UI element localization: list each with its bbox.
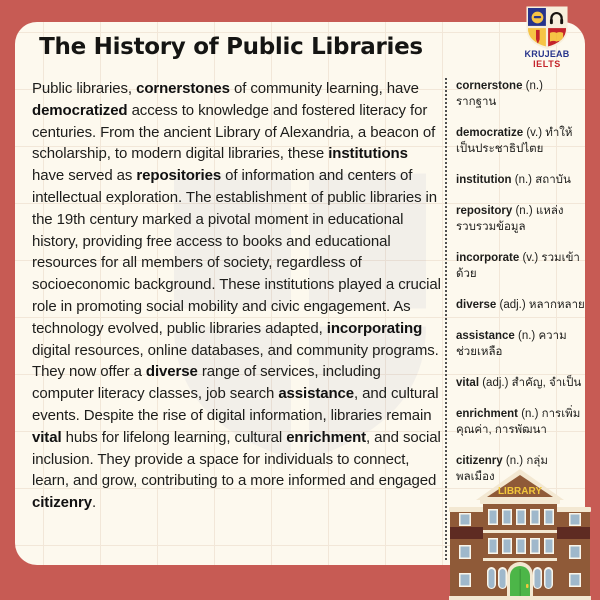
- vocab-word: assistance: [456, 330, 519, 342]
- vocab-translation: ทำให้เป็นประชาธิปไตย: [456, 127, 573, 155]
- vocab-word: citizenry: [456, 455, 506, 467]
- brand-subname: IELTS: [533, 59, 561, 69]
- library-building-illustration: [449, 469, 591, 600]
- article-keyword: cornerstones: [136, 80, 230, 97]
- article-span: hubs for lifelong learning, cultural: [61, 428, 287, 446]
- vocab-pos: (adj.): [482, 377, 512, 389]
- vocab-item: [456, 328, 586, 360]
- article-span: have served as: [32, 167, 137, 185]
- vocab-pos: (n.): [525, 80, 543, 92]
- library-sign-text: LIBRARY: [497, 486, 543, 497]
- vocab-pos: (v.): [526, 127, 546, 139]
- article-keyword: vital: [32, 428, 62, 446]
- article-span: range of services, including computer literacy classes, job search: [32, 363, 381, 403]
- article-keyword: diverse: [145, 363, 198, 381]
- vocabulary-list: [456, 78, 586, 500]
- article-span: Public libraries,: [32, 80, 137, 97]
- article-span: , and cultural events. Despite the rise of digital information, libraries remain: [32, 385, 439, 424]
- article-keyword: institutions: [328, 145, 408, 163]
- vocab-word: cornerstone: [456, 80, 526, 92]
- vocab-item: [456, 406, 586, 438]
- vocab-item: [456, 297, 586, 313]
- vocab-translation: รวมเข้าด้วย: [456, 252, 580, 280]
- vocab-translation: แหล่งรวบรวมข้อมูล: [456, 205, 564, 233]
- article-span: .: [91, 494, 97, 512]
- vocab-item: [456, 125, 586, 157]
- article-text: [32, 78, 442, 514]
- vocab-translation: สำคัญ, จำเป็น: [511, 377, 582, 389]
- vocab-word: incorporate: [456, 252, 523, 264]
- article-span: , and social inclusion. They provide a space for individuals to connect, learn, and grow, contributing to a more informed and engaged: [32, 428, 441, 490]
- vocab-pos: (n.): [515, 205, 536, 217]
- page-title: The History of Public Libraries: [39, 34, 423, 60]
- article-keyword: democratized: [32, 101, 128, 119]
- vocab-word: vital: [456, 377, 483, 389]
- vocab-translation: ความช่วยเหลือ: [456, 330, 567, 358]
- vocab-pos: (n.): [521, 408, 542, 420]
- vocab-pos: (n.): [514, 174, 536, 186]
- vocab-item: [456, 375, 586, 391]
- vocab-item: [456, 250, 586, 282]
- brand-name: KRUJEAB: [524, 49, 570, 59]
- brand-logo: [514, 5, 580, 69]
- vocab-pos: (n.): [518, 330, 539, 342]
- article-span: of community learning, have: [229, 80, 419, 97]
- vertical-dotted-divider: [445, 78, 447, 560]
- vocab-item: [456, 78, 586, 110]
- vocab-translation: การเพิ่มคุณค่า, การพัฒนา: [456, 408, 581, 436]
- vocab-pos: (n.): [505, 455, 527, 467]
- vocab-item: [456, 172, 586, 188]
- brand-shield-icon: [524, 5, 570, 49]
- article-span: access to knowledge and fostered literacy for centuries. From the ancient Library of Alexandria, a beacon of scholarship, to modern digital libraries, these: [32, 101, 436, 163]
- vocab-translation: หลากหลาย: [528, 299, 585, 311]
- vocab-pos: (v.): [522, 252, 542, 264]
- vocab-translation: รากฐาน: [456, 96, 497, 108]
- article-keyword: enrichment: [286, 428, 367, 446]
- vocab-word: enrichment: [456, 408, 522, 420]
- vocab-word: democratize: [456, 127, 527, 139]
- vocab-word: institution: [456, 174, 515, 186]
- vocab-translation: สถาบัน: [535, 174, 571, 186]
- vocab-word: repository: [456, 205, 516, 217]
- article-keyword: incorporating: [326, 319, 423, 337]
- vocab-pos: (adj.): [499, 299, 529, 311]
- article-keyword: citizenry: [32, 494, 92, 512]
- vocab-item: [456, 203, 586, 235]
- article-keyword: repositories: [136, 167, 222, 185]
- article-span: digital resources, online databases, and community programs. They now offer a: [32, 341, 439, 381]
- article-span: of information and centers of intellectual exploration. The establishment of public libraries in the 19th century marked a pivotal moment in educational history, providing free access to books and educational resources for all members of society, regardless of socioeconomic background. These institutions played a crucial role in promoting social mobility and civic engagement. As technology evolved, public libraries adapted,: [32, 167, 441, 337]
- vocab-word: diverse: [456, 299, 500, 311]
- article-keyword: assistance: [278, 385, 355, 403]
- vocab-translation: กลุ่มพลเมือง: [456, 455, 548, 483]
